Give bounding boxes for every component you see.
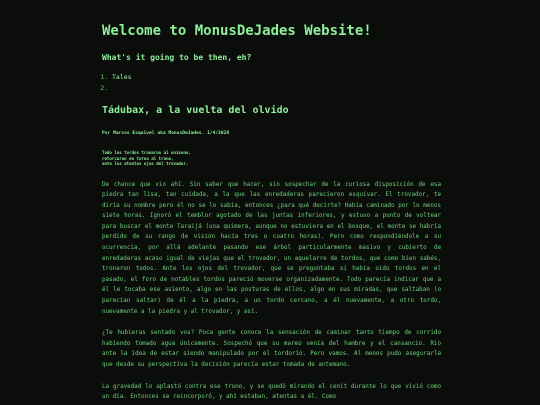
story-paragraph: La gravedad lo aplastó contra ese trono, y se quedó mirando el cenit durante lo que vivió como un día. Entonces se reincorporó, y ahí estaban, atentas a él. Como	[102, 383, 441, 401]
story-byline: Por Marcos Esquivel aka MonusDeJades. 1/4/2026	[102, 131, 230, 136]
story-verse	[102, 150, 441, 167]
nav-list	[102, 72, 441, 94]
site-title: Welcome to MonusDeJades Website!	[102, 23, 372, 39]
nav-item-tales	[112, 72, 441, 83]
verse-line: ante los atentos ojos del trovador.	[102, 161, 189, 166]
site-subtitle: What's it going to be then, eh?	[102, 53, 252, 62]
story-paragraph: De chance que vio ahí. Sin saber que hacer, sin sospechar de la curiosa disposición de esa piedra tan lisa, tan cuidada, a la que las enredaderas parecieron esquivar. El trovador, te diría su nombre pero él no se lo sabía, entonces ¿para qué decirte? Había caminado por lo menos siete horas. Ignoró el temblor agotado de las juntas inferiores, y estuvo a punto de voltear para buscar el monte Taraijá (una quimera, aunque no estuviera en el bosque, el monte se habría perdido de su rango de visión hacía tres o cuatro horas). Pero como respondiéndole a su ocurrencia, por allá adelante pasando ese árbol particularmente masivo y cubierto de enredaderas acaso igual de viejas que el trovador, un aquelarre de tordos, que como bien sabés, tronaron todos. Ante los ojos del trovador, que se preguntaba si había oído tordos en el pasado, el foro de notables tordos pareció moverse organizadamente. Todo parecía indicar que a él le tocaba ese asiento, algo en las posturas de ellos, algo en sus miradas, que saltaban (o parecían saltar) de él a la piedra, a un tordo cercano, a él nuevamente, a otro tordo, nuevamente a la piedra y al trovador, y así.	[102, 181, 441, 315]
story-title: Tádubax, a la vuelta del olvido	[102, 105, 289, 116]
verse-line: Todo los tordos tronaron al unísono,	[102, 150, 191, 155]
story-paragraph: ¿Te hubieras sentado vos? Poca gente conoce la sensación de caminar tanto tiempo de corrido habiendo tomado agua únicamente. Sospechó que su mareo venía del hambre y el cansancio. Rio ante la idea de estar siendo manipulado por el tordorío. Pero vamos. Al menos pudo asegurarla que desde su perspectiva la decisión parecía estar tomada de antemano.	[102, 330, 441, 368]
verse-line: retorcaron en torno al trono,	[102, 155, 174, 161]
nav-item-2	[112, 83, 441, 94]
content-container	[102, 20, 441, 403]
nav-link-tales[interactable]: Tales	[112, 73, 132, 81]
